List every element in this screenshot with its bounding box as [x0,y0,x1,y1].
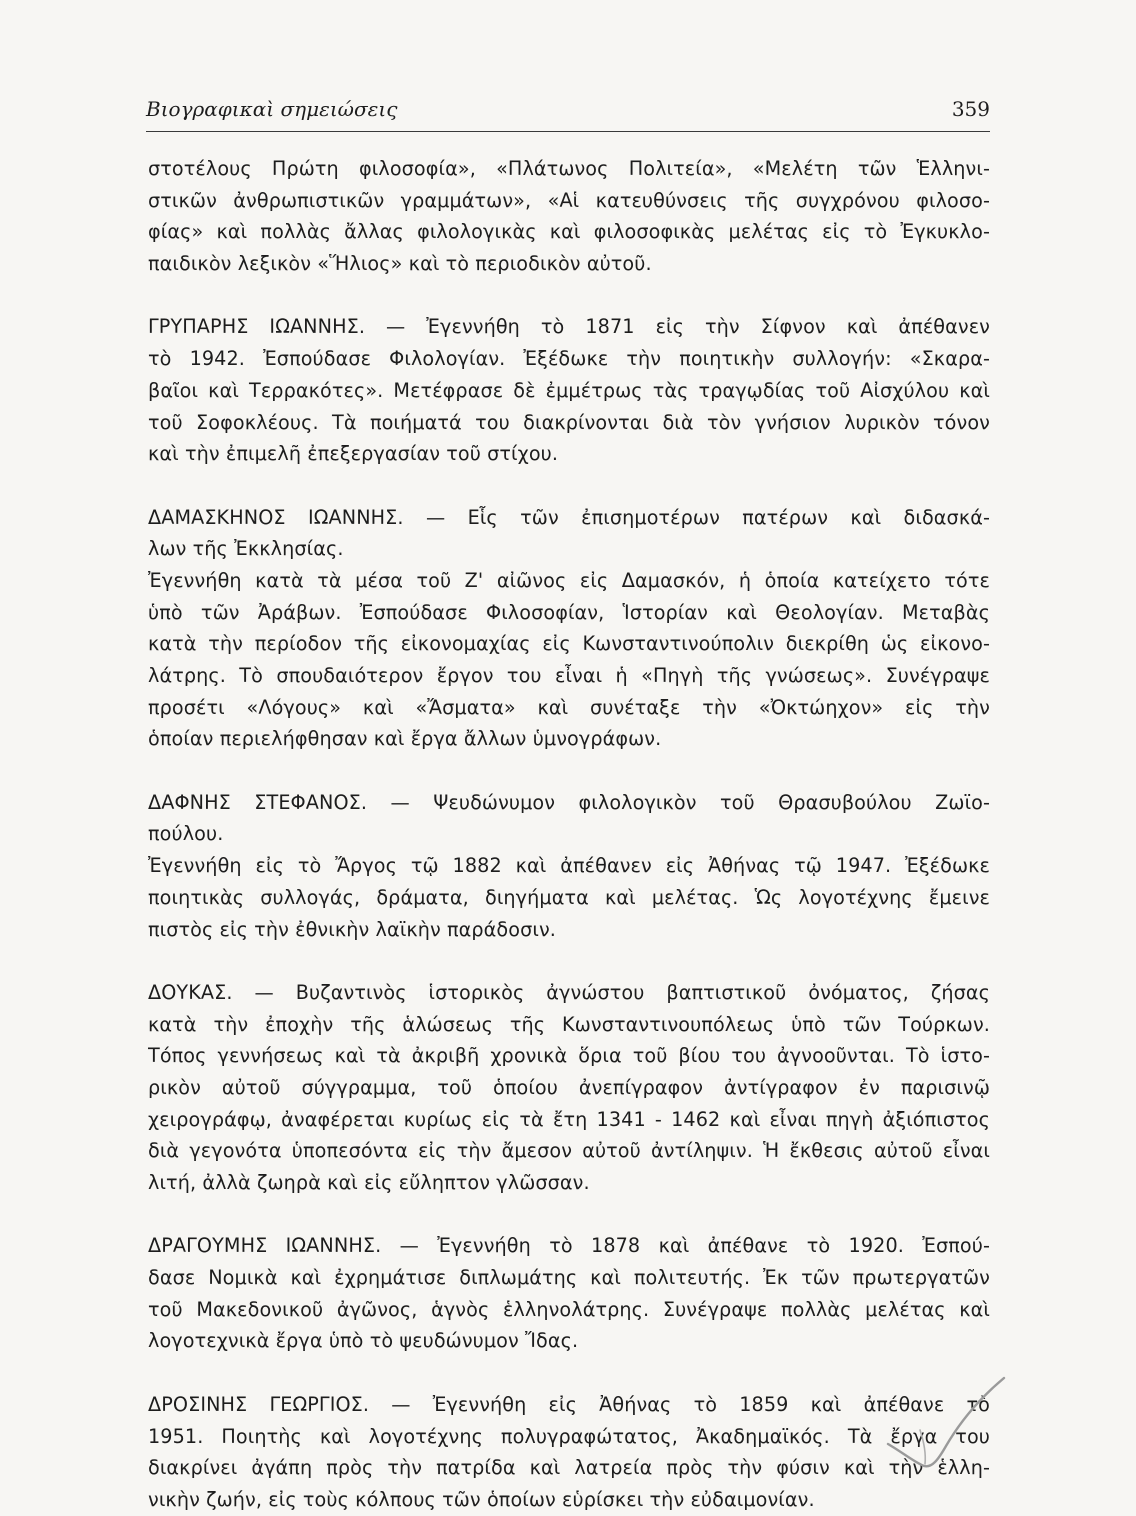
paragraph-spacer [148,1357,990,1389]
text-line: διὰ γεγονότα ὑποπεσόντα εἰς τὴν ἄμεσον αὐτοῦ ἀντίληψιν. Ἡ ἔκθεσις αὐτοῦ εἶναι [148,1139,990,1163]
paragraph-spacer [148,945,990,977]
text-line: ΔΡΑΓΟΥΜΗΣ ΙΩΑΝΝΗΣ. — Ἐγεννήθη τὸ 1878 καὶ ἀπέθανε τὸ 1920. Ἐσπού- [148,1234,990,1258]
text-line: κατὰ τὴν ἐποχὴν τῆς ἁλώσεως τῆς Κωνσταντινουπόλεως ὑπὸ τῶν Τούρκων. [148,1012,990,1036]
paragraph [148,311,990,469]
paragraph [148,787,990,850]
text-line: τοῦ Μακεδονικοῦ ἀγῶνος, ἁγνὸς ἑλληνολάτρης. Συνέγραψε πολλὰς μελέτας καὶ [148,1297,990,1321]
text-line: τὸ 1942. Ἐσπούδασε Φιλολογίαν. Ἐξέδωκε τὴν ποιητικὴν συλλογήν: «Σκαρα- [148,347,990,371]
text-line: ΔΑΦΝΗΣ ΣΤΕΦΑΝΟΣ. — Ψευδώνυμον φιλολογικὸν τοῦ Θρασυβούλου Ζωϊο- [148,790,990,814]
text-line: Τόπος γεννήσεως καὶ τὰ ἀκριβῆ χρονικὰ ὅρια τοῦ βίου του ἀγνοοῦνται. Τὸ ἱστο- [148,1044,990,1068]
text-line: τοῦ Σοφοκλέους. Τὰ ποιήματά του διακρίνονται διὰ τὸν γνήσιον λυρικὸν τόνον [148,410,990,434]
text-line: στικῶν ἀνθρωπιστικῶν γραμμάτων», «Αἱ κατευθύνσεις τῆς συγχρόνου φιλοσο- [148,188,990,212]
text-line: 1951. Ποιητὴς καὶ λογοτέχνης πολυγραφώτατος, Ἀκαδημαϊκός. Τὰ ἔργα του [148,1424,990,1448]
running-title: Βιογραφικαὶ σημειώσεις [146,97,398,121]
text-line: στοτέλους Πρώτη φιλοσοφία», «Πλάτωνος Πολιτεία», «Μελέτη τῶν Ἑλληνι- [148,157,990,180]
page-number: 359 [951,97,990,121]
text-line: ρικὸν αὐτοῦ σύγγραμμα, τοῦ ὁποίου ἀνεπίγραφον ἀντίγραφον ἐν παρισινῷ [148,1075,990,1099]
text-line: χειρογράφῳ, ἀναφέρεται κυρίως εἰς τὰ ἔτη 1341 - 1462 καὶ εἶναι πηγὴ ἀξιόπιστος [148,1107,990,1131]
paragraph-spacer [148,280,990,312]
text-line: ὑπὸ τῶν Ἀράβων. Ἐσπούδασε Φιλοσοφίαν, Ἱστορίαν καὶ Θεολογίαν. Μεταβὰς [148,600,990,624]
text-line: Ἐγεννήθη εἰς τὸ Ἄργος τῷ 1882 καὶ ἀπέθανεν εἰς Ἀθήνας τῷ 1947. Ἐξέδωκε [148,854,990,878]
text-line: πιστὸς εἰς τὴν ἐθνικὴν λαϊκὴν παράδοσιν. [148,917,556,941]
paragraph [148,977,990,1199]
text-line: προσέτι «Λόγους» καὶ «Ἄσματα» καὶ συνέταξε τὴν «Ὀκτώηχον» εἰς τὴν [148,695,990,719]
text-line: ΔΑΜΑΣΚΗΝΟΣ ΙΩΑΝΝΗΣ. — Εἷς τῶν ἐπισημοτέρων πατέρων καὶ διδασκά- [148,505,990,529]
text-line: ΔΡΟΣΙΝΗΣ ΓΕΩΡΓΙΟΣ. — Ἐγεννήθη εἰς Ἀθήνας τὸ 1859 καὶ ἀπέθανε τὸ [148,1392,990,1416]
text-line: φίας» καὶ πολλὰς ἄλλας φιλολογικὰς καὶ φιλοσοφικὰς μελέτας εἰς τὸ Ἐγκυκλο- [148,220,990,244]
paragraph [148,502,990,565]
body-text [148,153,990,1516]
text-line: ὁποίαν περιελήφθησαν καὶ ἔργα ἄλλων ὑμνογράφων. [148,727,662,751]
text-line: δασε Νομικὰ καὶ ἐχρημάτισε διπλωμάτης καὶ πολιτευτής. Ἐκ τῶν πρωτεργατῶν [148,1266,990,1290]
paragraph [148,1230,990,1357]
text-line: λιτή, ἀλλὰ ζωηρὰ καὶ εἰς εὔληπτον γλῶσσαν. [148,1171,590,1194]
running-header [146,97,990,132]
paragraph [148,850,990,945]
paragraph [148,1389,990,1516]
text-line: κατὰ τὴν περίοδον τῆς εἰκονομαχίας εἰς Κωνσταντινούπολιν διεκρίθη ὡς εἰκονο- [148,632,990,656]
text-line: λων τῆς Ἐκκλησίας. [148,537,344,561]
text-line: ΔΟΥΚΑΣ. — Βυζαντινὸς ἱστορικὸς ἀγνώστου βαπτιστικοῦ ὀνόματος, ζήσας [148,980,990,1004]
text-line: πούλου. [148,822,224,846]
paragraph [148,565,990,755]
paragraph-spacer [148,755,990,787]
text-line: λογοτεχνικὰ ἔργα ὑπὸ τὸ ψευδώνυμον Ἴδας. [148,1329,579,1353]
text-line: παιδικὸν λεξικὸν «Ἥλιος» καὶ τὸ περιοδικὸν αὐτοῦ. [148,252,652,276]
text-line: ΓΡΥΠΑΡΗΣ ΙΩΑΝΝΗΣ. — Ἐγεννήθη τὸ 1871 εἰς τὴν Σίφνον καὶ ἀπέθανεν [148,315,990,339]
pencil-check-mark [880,1372,1010,1472]
text-line: καὶ τὴν ἐπιμελῆ ἐπεξεργασίαν τοῦ στίχου. [148,442,559,466]
text-line: νικὴν ζωήν, εἰς τοὺς κόλπους τῶν ὁποίων εὑρίσκει τὴν εὐδαιμονίαν. [148,1487,815,1511]
paragraph-spacer [148,1199,990,1231]
text-line: διακρίνει ἀγάπη πρὸς τὴν πατρίδα καὶ λατρεία πρὸς τὴν φύσιν καὶ τὴν ἑλλη- [148,1456,990,1480]
text-line: λάτρης. Τὸ σπουδαιότερον ἔργον του εἶναι ἡ «Πηγὴ τῆς γνώσεως». Συνέγραψε [148,664,990,687]
text-line: βαῖοι καὶ Τερρακότες». Μετέφρασε δὲ ἐμμέτρως τὰς τραγῳδίας τοῦ Αἰσχύλου καὶ [148,378,990,402]
text-line: Ἐγεννήθη κατὰ τὰ μέσα τοῦ Ζ' αἰῶνος εἰς Δαμασκόν, ἡ ὁποία κατείχετο τότε [148,568,990,592]
paragraph [148,153,990,280]
paragraph-spacer [148,470,990,502]
text-line: ποιητικὰς συλλογάς, δράματα, διηγήματα καὶ μελέτας. Ὡς λογοτέχνης ἔμεινε [148,885,990,909]
